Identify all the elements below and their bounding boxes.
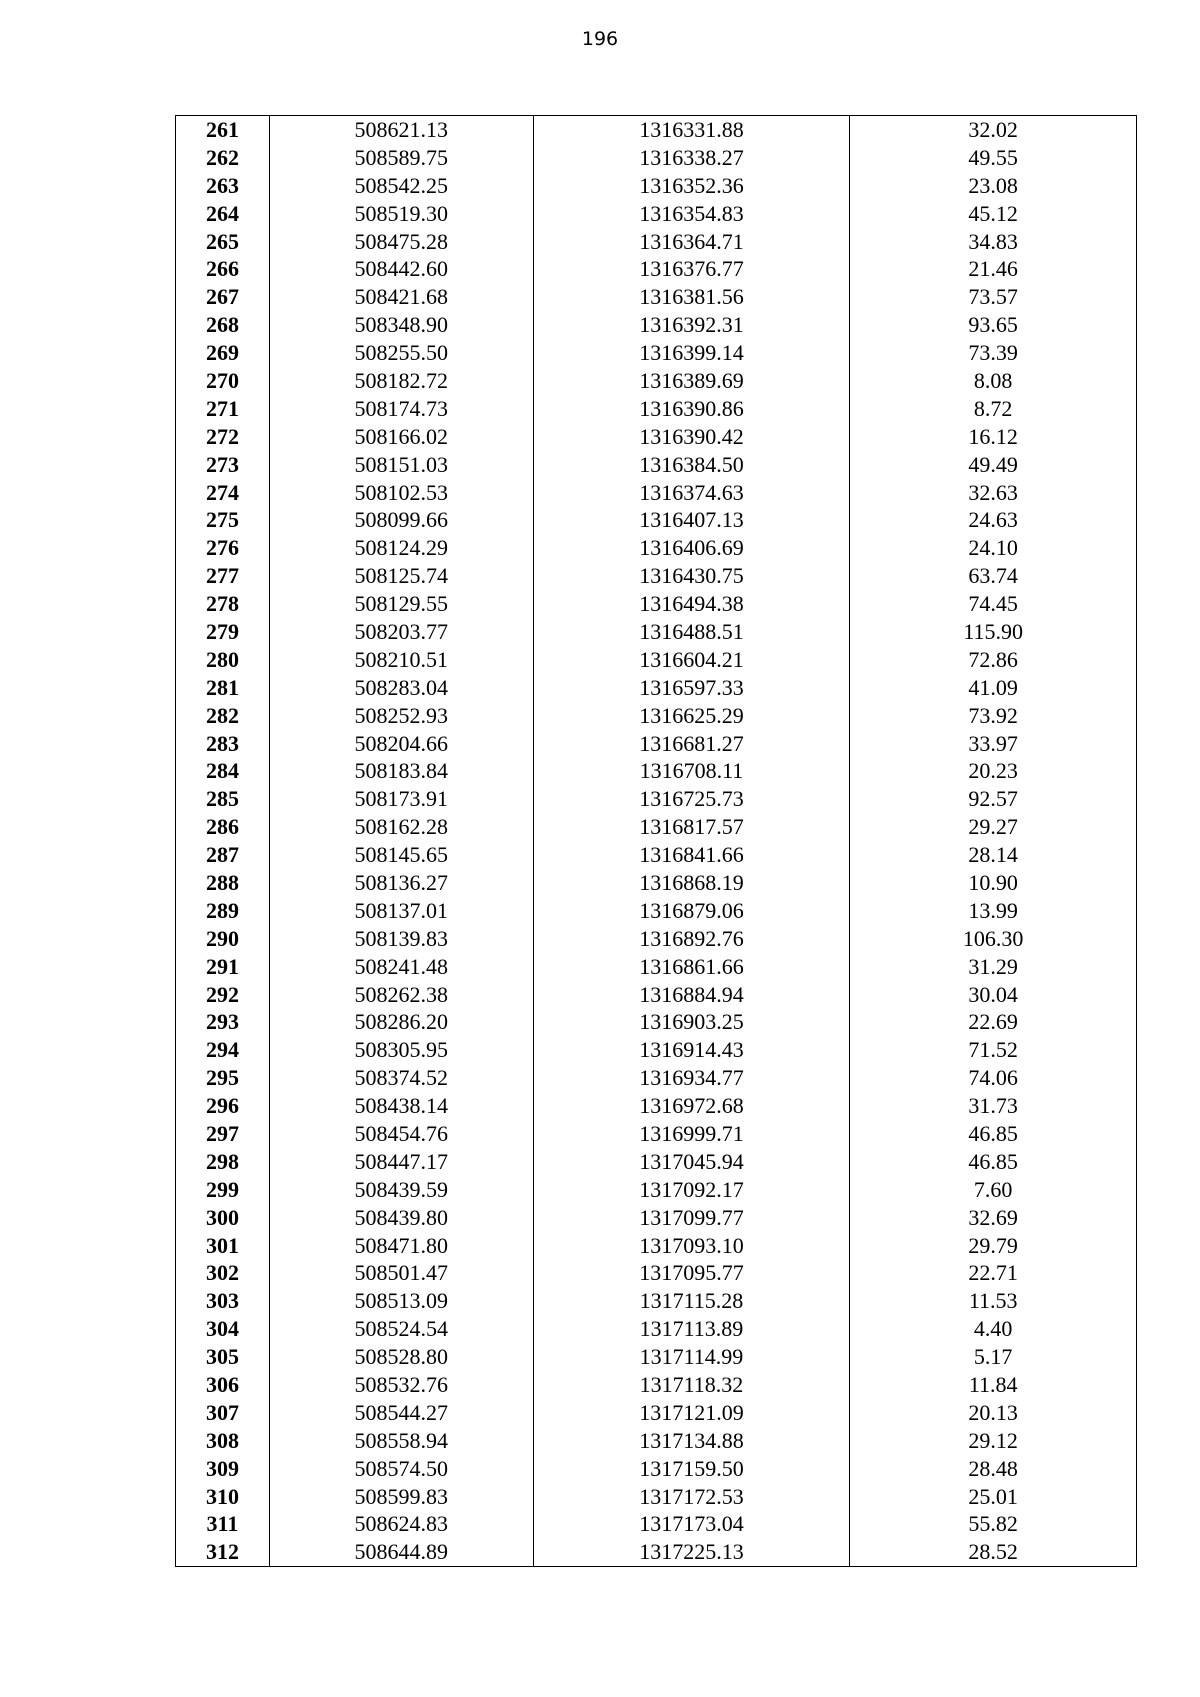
distance-cell: 23.08 [850,172,1137,200]
y-coordinate-cell: 1316406.69 [533,534,850,562]
table-row [176,1092,1137,1120]
distance-cell: 8.72 [850,395,1137,423]
table-row [176,534,1137,562]
distance-cell: 28.48 [850,1455,1137,1483]
table-row [176,1204,1137,1232]
table-row [176,255,1137,283]
x-coordinate-cell: 508283.04 [269,674,533,702]
point-number-cell: 307 [176,1399,270,1427]
distance-cell: 72.86 [850,646,1137,674]
x-coordinate-cell: 508129.55 [269,590,533,618]
x-coordinate-cell: 508124.29 [269,534,533,562]
x-coordinate-cell: 508519.30 [269,200,533,228]
y-coordinate-cell: 1317093.10 [533,1232,850,1260]
x-coordinate-cell: 508255.50 [269,339,533,367]
point-number-cell: 275 [176,506,270,534]
x-coordinate-cell: 508162.28 [269,813,533,841]
y-coordinate-cell: 1316604.21 [533,646,850,674]
y-coordinate-cell: 1316331.88 [533,116,850,144]
table-row [176,1260,1137,1288]
y-coordinate-cell: 1316914.43 [533,1036,850,1064]
table-row [176,228,1137,256]
x-coordinate-cell: 508501.47 [269,1260,533,1288]
distance-cell: 33.97 [850,730,1137,758]
y-coordinate-cell: 1317118.32 [533,1371,850,1399]
distance-cell: 5.17 [850,1343,1137,1371]
distance-cell: 25.01 [850,1483,1137,1511]
distance-cell: 71.52 [850,1036,1137,1064]
x-coordinate-cell: 508438.14 [269,1092,533,1120]
x-coordinate-cell: 508348.90 [269,311,533,339]
distance-cell: 29.27 [850,813,1137,841]
table-row [176,730,1137,758]
y-coordinate-cell: 1316903.25 [533,1009,850,1037]
distance-cell: 16.12 [850,423,1137,451]
distance-cell: 74.45 [850,590,1137,618]
point-number-cell: 273 [176,451,270,479]
x-coordinate-cell: 508574.50 [269,1455,533,1483]
x-coordinate-cell: 508442.60 [269,255,533,283]
y-coordinate-cell: 1316934.77 [533,1064,850,1092]
y-coordinate-cell: 1317099.77 [533,1204,850,1232]
distance-cell: 73.39 [850,339,1137,367]
distance-cell: 30.04 [850,981,1137,1009]
distance-cell: 73.57 [850,283,1137,311]
table-row [176,841,1137,869]
x-coordinate-cell: 508174.73 [269,395,533,423]
distance-cell: 22.69 [850,1009,1137,1037]
point-number-cell: 292 [176,981,270,1009]
table-row [176,116,1137,144]
table-row [176,590,1137,618]
x-coordinate-cell: 508421.68 [269,283,533,311]
point-number-cell: 284 [176,757,270,785]
x-coordinate-cell: 508166.02 [269,423,533,451]
table-row [176,367,1137,395]
y-coordinate-cell: 1317045.94 [533,1148,850,1176]
point-number-cell: 308 [176,1427,270,1455]
y-coordinate-cell: 1316384.50 [533,451,850,479]
point-number-cell: 302 [176,1260,270,1288]
page-number: 196 [581,28,619,50]
point-number-cell: 264 [176,200,270,228]
distance-cell: 63.74 [850,562,1137,590]
point-number-cell: 294 [176,1036,270,1064]
distance-cell: 32.02 [850,116,1137,144]
x-coordinate-cell: 508203.77 [269,618,533,646]
table-row [176,869,1137,897]
table-row [176,646,1137,674]
distance-cell: 28.14 [850,841,1137,869]
y-coordinate-cell: 1316884.94 [533,981,850,1009]
x-coordinate-cell: 508286.20 [269,1009,533,1037]
table-row [176,1232,1137,1260]
distance-cell: 13.99 [850,897,1137,925]
y-coordinate-cell: 1317172.53 [533,1483,850,1511]
point-number-cell: 295 [176,1064,270,1092]
distance-cell: 92.57 [850,785,1137,813]
y-coordinate-cell: 1316841.66 [533,841,850,869]
y-coordinate-cell: 1316374.63 [533,479,850,507]
distance-cell: 31.73 [850,1092,1137,1120]
point-number-cell: 298 [176,1148,270,1176]
distance-cell: 46.85 [850,1148,1137,1176]
y-coordinate-cell: 1316354.83 [533,200,850,228]
table-row [176,200,1137,228]
y-coordinate-cell: 1316861.66 [533,953,850,981]
x-coordinate-cell: 508136.27 [269,869,533,897]
x-coordinate-cell: 508599.83 [269,1483,533,1511]
table-row [176,785,1137,813]
x-coordinate-cell: 508544.27 [269,1399,533,1427]
point-number-cell: 286 [176,813,270,841]
distance-cell: 73.92 [850,702,1137,730]
x-coordinate-cell: 508513.09 [269,1287,533,1315]
x-coordinate-cell: 508173.91 [269,785,533,813]
point-number-cell: 290 [176,925,270,953]
table-row [176,1343,1137,1371]
x-coordinate-cell: 508447.17 [269,1148,533,1176]
x-coordinate-cell: 508374.52 [269,1064,533,1092]
y-coordinate-cell: 1316494.38 [533,590,850,618]
distance-cell: 29.12 [850,1427,1137,1455]
distance-cell: 49.49 [850,451,1137,479]
x-coordinate-cell: 508471.80 [269,1232,533,1260]
point-number-cell: 304 [176,1315,270,1343]
x-coordinate-cell: 508151.03 [269,451,533,479]
coordinates-table-body [176,116,1137,1567]
table-row [176,757,1137,785]
distance-cell: 24.10 [850,534,1137,562]
y-coordinate-cell: 1317173.04 [533,1511,850,1539]
x-coordinate-cell: 508439.59 [269,1176,533,1204]
distance-cell: 4.40 [850,1315,1137,1343]
point-number-cell: 289 [176,897,270,925]
distance-cell: 11.84 [850,1371,1137,1399]
x-coordinate-cell: 508137.01 [269,897,533,925]
y-coordinate-cell: 1316892.76 [533,925,850,953]
x-coordinate-cell: 508589.75 [269,144,533,172]
y-coordinate-cell: 1316399.14 [533,339,850,367]
distance-cell: 7.60 [850,1176,1137,1204]
point-number-cell: 265 [176,228,270,256]
y-coordinate-cell: 1316376.77 [533,255,850,283]
table-row [176,506,1137,534]
x-coordinate-cell: 508204.66 [269,730,533,758]
point-number-cell: 283 [176,730,270,758]
distance-cell: 55.82 [850,1511,1137,1539]
x-coordinate-cell: 508305.95 [269,1036,533,1064]
x-coordinate-cell: 508252.93 [269,702,533,730]
distance-cell: 22.71 [850,1260,1137,1288]
y-coordinate-cell: 1316879.06 [533,897,850,925]
distance-cell: 93.65 [850,311,1137,339]
point-number-cell: 263 [176,172,270,200]
table-row [176,1036,1137,1064]
y-coordinate-cell: 1316681.27 [533,730,850,758]
table-row [176,339,1137,367]
distance-cell: 106.30 [850,925,1137,953]
x-coordinate-cell: 508241.48 [269,953,533,981]
point-number-cell: 279 [176,618,270,646]
distance-cell: 10.90 [850,869,1137,897]
distance-cell: 45.12 [850,200,1137,228]
distance-cell: 8.08 [850,367,1137,395]
table-row [176,451,1137,479]
y-coordinate-cell: 1316725.73 [533,785,850,813]
y-coordinate-cell: 1316407.13 [533,506,850,534]
x-coordinate-cell: 508139.83 [269,925,533,953]
y-coordinate-cell: 1316389.69 [533,367,850,395]
point-number-cell: 262 [176,144,270,172]
y-coordinate-cell: 1316972.68 [533,1092,850,1120]
table-row [176,1009,1137,1037]
x-coordinate-cell: 508145.65 [269,841,533,869]
point-number-cell: 297 [176,1120,270,1148]
table-row [176,1148,1137,1176]
x-coordinate-cell: 508102.53 [269,479,533,507]
point-number-cell: 312 [176,1538,270,1566]
table-row [176,953,1137,981]
y-coordinate-cell: 1316390.86 [533,395,850,423]
coordinates-table [175,115,1137,1567]
distance-cell: 74.06 [850,1064,1137,1092]
distance-cell: 34.83 [850,228,1137,256]
distance-cell: 11.53 [850,1287,1137,1315]
point-number-cell: 261 [176,116,270,144]
y-coordinate-cell: 1316381.56 [533,283,850,311]
table-row [176,897,1137,925]
y-coordinate-cell: 1316392.31 [533,311,850,339]
distance-cell: 21.46 [850,255,1137,283]
point-number-cell: 303 [176,1287,270,1315]
table-row [176,1371,1137,1399]
table-row [176,172,1137,200]
table-row [176,562,1137,590]
point-number-cell: 288 [176,869,270,897]
y-coordinate-cell: 1316868.19 [533,869,850,897]
y-coordinate-cell: 1316390.42 [533,423,850,451]
x-coordinate-cell: 508454.76 [269,1120,533,1148]
table-row [176,1176,1137,1204]
point-number-cell: 280 [176,646,270,674]
x-coordinate-cell: 508558.94 [269,1427,533,1455]
point-number-cell: 306 [176,1371,270,1399]
distance-cell: 20.23 [850,757,1137,785]
point-number-cell: 269 [176,339,270,367]
y-coordinate-cell: 1316430.75 [533,562,850,590]
table-row [176,925,1137,953]
y-coordinate-cell: 1317134.88 [533,1427,850,1455]
y-coordinate-cell: 1316338.27 [533,144,850,172]
table-row [176,423,1137,451]
point-number-cell: 296 [176,1092,270,1120]
table-row [176,311,1137,339]
x-coordinate-cell: 508099.66 [269,506,533,534]
table-row [176,1455,1137,1483]
x-coordinate-cell: 508210.51 [269,646,533,674]
table-row [176,618,1137,646]
table-row [176,981,1137,1009]
x-coordinate-cell: 508262.38 [269,981,533,1009]
point-number-cell: 276 [176,534,270,562]
point-number-cell: 268 [176,311,270,339]
x-coordinate-cell: 508439.80 [269,1204,533,1232]
point-number-cell: 281 [176,674,270,702]
point-number-cell: 272 [176,423,270,451]
y-coordinate-cell: 1317095.77 [533,1260,850,1288]
distance-cell: 32.63 [850,479,1137,507]
y-coordinate-cell: 1316597.33 [533,674,850,702]
y-coordinate-cell: 1317159.50 [533,1455,850,1483]
y-coordinate-cell: 1316708.11 [533,757,850,785]
table-row [176,674,1137,702]
distance-cell: 29.79 [850,1232,1137,1260]
point-number-cell: 291 [176,953,270,981]
point-number-cell: 274 [176,479,270,507]
table-row [176,1399,1137,1427]
distance-cell: 24.63 [850,506,1137,534]
table-row [176,395,1137,423]
distance-cell: 46.85 [850,1120,1137,1148]
x-coordinate-cell: 508624.83 [269,1511,533,1539]
y-coordinate-cell: 1316352.36 [533,172,850,200]
x-coordinate-cell: 508125.74 [269,562,533,590]
distance-cell: 31.29 [850,953,1137,981]
table-row [176,1120,1137,1148]
distance-cell: 20.13 [850,1399,1137,1427]
point-number-cell: 300 [176,1204,270,1232]
y-coordinate-cell: 1317113.89 [533,1315,850,1343]
x-coordinate-cell: 508621.13 [269,116,533,144]
point-number-cell: 271 [176,395,270,423]
y-coordinate-cell: 1316488.51 [533,618,850,646]
table-row [176,1538,1137,1566]
point-number-cell: 278 [176,590,270,618]
y-coordinate-cell: 1317225.13 [533,1538,850,1566]
x-coordinate-cell: 508542.25 [269,172,533,200]
x-coordinate-cell: 508528.80 [269,1343,533,1371]
point-number-cell: 270 [176,367,270,395]
y-coordinate-cell: 1317114.99 [533,1343,850,1371]
distance-cell: 28.52 [850,1538,1137,1566]
table-row [176,144,1137,172]
point-number-cell: 305 [176,1343,270,1371]
y-coordinate-cell: 1316817.57 [533,813,850,841]
x-coordinate-cell: 508524.54 [269,1315,533,1343]
table-row [176,1483,1137,1511]
point-number-cell: 293 [176,1009,270,1037]
point-number-cell: 301 [176,1232,270,1260]
y-coordinate-cell: 1316364.71 [533,228,850,256]
table-row [176,1511,1137,1539]
y-coordinate-cell: 1317121.09 [533,1399,850,1427]
distance-cell: 41.09 [850,674,1137,702]
point-number-cell: 266 [176,255,270,283]
x-coordinate-cell: 508532.76 [269,1371,533,1399]
point-number-cell: 267 [176,283,270,311]
table-row [176,1287,1137,1315]
distance-cell: 32.69 [850,1204,1137,1232]
x-coordinate-cell: 508183.84 [269,757,533,785]
table-row [176,479,1137,507]
table-row [176,1427,1137,1455]
point-number-cell: 299 [176,1176,270,1204]
x-coordinate-cell: 508475.28 [269,228,533,256]
point-number-cell: 277 [176,562,270,590]
point-number-cell: 309 [176,1455,270,1483]
table-row [176,283,1137,311]
table-row [176,1064,1137,1092]
point-number-cell: 282 [176,702,270,730]
point-number-cell: 310 [176,1483,270,1511]
y-coordinate-cell: 1316999.71 [533,1120,850,1148]
table-row [176,702,1137,730]
point-number-cell: 287 [176,841,270,869]
y-coordinate-cell: 1316625.29 [533,702,850,730]
point-number-cell: 285 [176,785,270,813]
x-coordinate-cell: 508182.72 [269,367,533,395]
x-coordinate-cell: 508644.89 [269,1538,533,1566]
y-coordinate-cell: 1317115.28 [533,1287,850,1315]
point-number-cell: 311 [176,1511,270,1539]
table-row [176,1315,1137,1343]
y-coordinate-cell: 1317092.17 [533,1176,850,1204]
distance-cell: 49.55 [850,144,1137,172]
distance-cell: 115.90 [850,618,1137,646]
table-row [176,813,1137,841]
